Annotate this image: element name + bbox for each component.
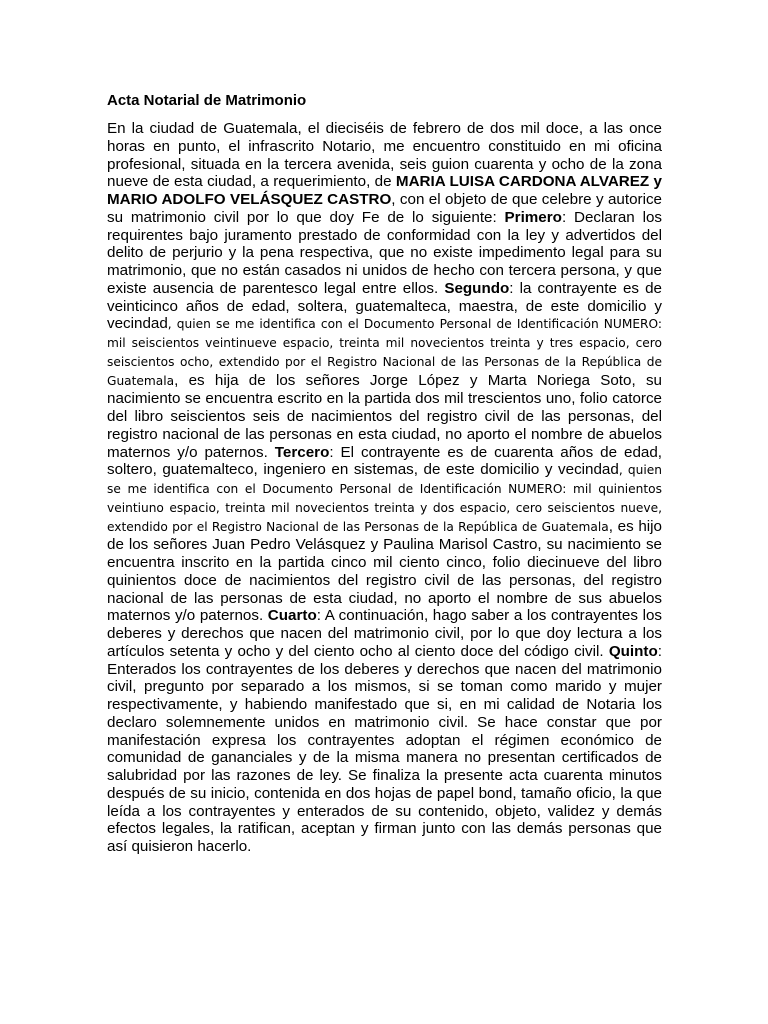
object-text: , con el objeto de que celebre y autorice su matrimonio civil por lo que doy Fe de lo siguiente: bbox=[107, 191, 662, 226]
document-title: Acta Notarial de Matrimonio bbox=[107, 92, 307, 109]
tercero-text: : El contrayente es de cuarenta años de edad, soltero, guatemalteco, ingeniero en sistemas, de este domicilio y vecindad bbox=[107, 443, 662, 479]
segundo-birth-text: , es hija de los señores Jorge López y Marta Noriega Soto, su nacimiento se encuentra escrito en la partida dos mil trescientos uno, folio catorce del libro seiscientos seis de nacimientos del registro civil de las personas, del registro nacional de las personas en esta ciudad, no aporto el nombre de abuelos maternos y/o paternos. bbox=[107, 371, 662, 461]
tercero-id-text: , quien se me identifica con el Documento Personal de Identificación NUMERO: mil quinientos veintiuno espacio, treinta mil novecientos treinta y dos espacio, cero seiscientos nueve, extendido por el Registro Nacional de las Personas de la República de Guatemala bbox=[107, 463, 662, 534]
segundo-text: : la contrayente es de veinticinco años de edad, soltera, guatemalteca, maestra, de este domicilio y vecindad bbox=[107, 279, 663, 333]
intro-text: En la ciudad de Guatemala, el dieciséis de febrero de dos mil doce, a las once horas en punto, el infrascrito Notario, me encuentro constituido en mi oficina profesional, situada en la tercera avenida, seis guion cuarenta y ocho de la zona nueve de esta ciudad, a requerimiento, de bbox=[107, 120, 662, 191]
segundo-id-text: , quien se me identifica con el Documento Personal de Identificación NUMERO: mil seiscientos veintinueve espacio, treinta mil novecientos treinta y tres espacio, cero seiscientos ocho, extendido por el Registro Nacional de las Personas de la República de Guatemala bbox=[107, 317, 662, 388]
cuarto-text: : A continuación, hago saber a los contrayentes los deberes y derechos que nacen del matrimonio civil, por lo que doy lectura a los artículos setenta y ocho y del ciento ocho al ciento doce del código civil. bbox=[107, 607, 662, 660]
contrayentes-names: MARIA LUISA CARDONA ALVAREZ y MARIO ADOLFO VELÁSQUEZ CASTRO bbox=[107, 173, 662, 208]
tercero-birth-text: , es hijo de los señores Juan Pedro Velásquez y Paulina Marisol Castro, su nacimiento se encuentra inscrito en la partida cinco mil ciento cinco, folio diecinueve del libro quinientos doce de nacimientos del registro civil de las personas, del registro nacional de las personas de esta ciudad, no aporto el nombre de sus abuelos maternos y/o paternos. bbox=[107, 517, 663, 625]
heading-primero: Primero bbox=[504, 208, 562, 226]
heading-tercero: Tercero bbox=[274, 443, 330, 461]
quinto-text: : Enterados los contrayentes de los deberes y derechos que nacen del matrimonio civil, pregunto por separado a los mismos, si se toman como marido y mujer respectivamente, y habiendo manifestado que si, en mi calidad de Notaria los declaro solemnemente unidos en matrimonio civil. Se hace constar que por manifestación expresa los contrayentes adoptan el régimen económico de comunidad de gananciales y de la misma manera no presentan certificados de salubridad por las razones de ley. Se finaliza la presente acta cuarenta minutos después de su inicio, contenida en dos hojas de papel bond, tamaño oficio, la que leída a los contrayentes y enterados de su contenido, objeto, validez y demás efectos legales, la ratifican, aceptan y firman junto con las demás personas que así quisieron hacerlo. bbox=[107, 642, 662, 855]
heading-cuarto: Cuarto bbox=[267, 607, 317, 625]
heading-quinto: Quinto bbox=[608, 642, 658, 660]
primero-text: : Declaran los requirentes bajo juramento prestado de conformidad con la ley y advertidos del delito de perjurio y la pena respectiva, que no existe impedimento legal para su matrimonio, que no están casados ni unidos de hecho con tercera persona, y que existe ausencia de parentesco legal entre ellos. bbox=[107, 208, 662, 297]
document-body bbox=[107, 120, 662, 856]
heading-segundo: Segundo bbox=[444, 279, 510, 297]
